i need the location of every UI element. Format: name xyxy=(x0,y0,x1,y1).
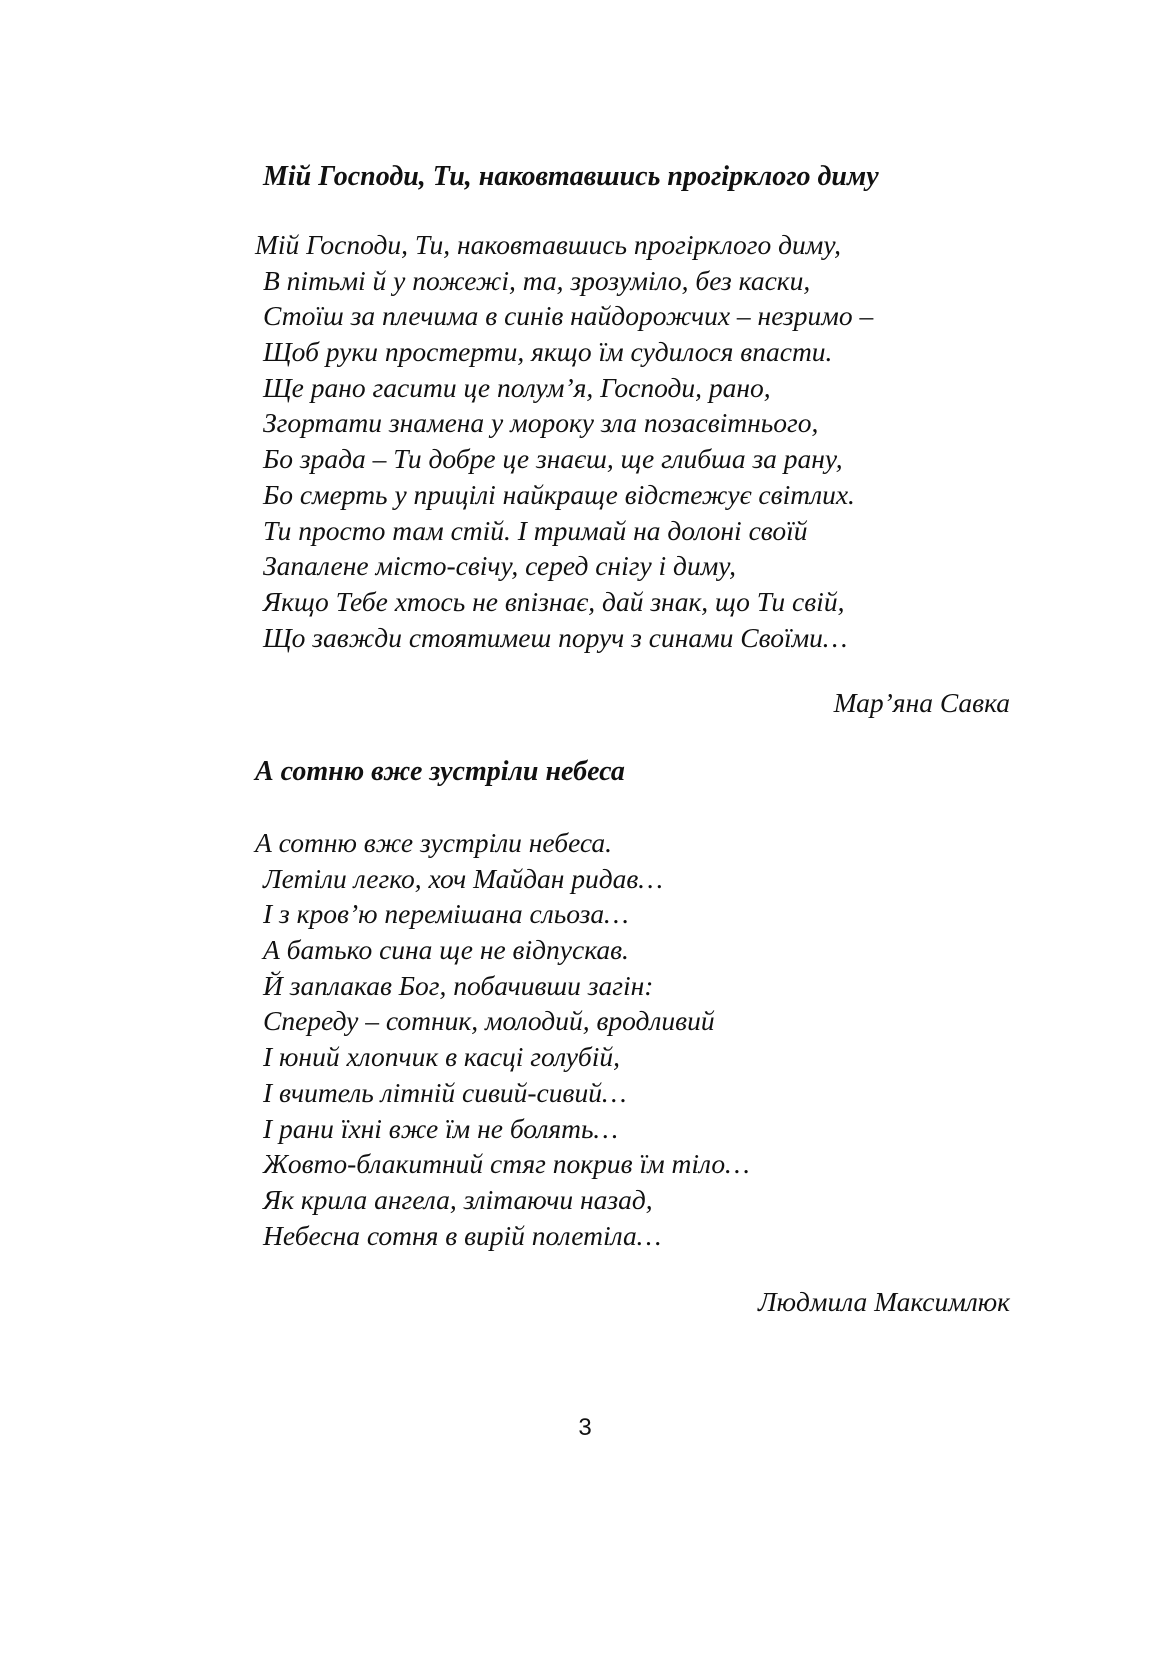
poem-line: Мій Господи, Ти, наковтавшись прогірклого диму, xyxy=(255,229,842,260)
poem-line: Ти просто там стій. І тримай на долоні своїй xyxy=(263,514,808,546)
poem-body xyxy=(255,227,873,655)
poem-title: А сотню вже зустріли небеса xyxy=(255,756,625,787)
poem-line: В пітьмі й у пожежі, та, зрозуміло, без каски, xyxy=(263,264,811,296)
poem-body xyxy=(255,825,750,1253)
poem-line: І з кров’ю перемішана сльоза… xyxy=(263,898,629,930)
poem-author: Людмила Максимлюк xyxy=(757,1286,1010,1317)
poem-line: А батько сина ще не відпускав. xyxy=(263,934,629,966)
poem-line: Й заплакав Бог, побачивши загін: xyxy=(263,969,654,1001)
poem-author: Мар’яна Савка xyxy=(833,687,1010,718)
poem-line: Запалене місто-свічу, серед снігу і диму, xyxy=(263,550,736,582)
poem-title: Мій Господи, Ти, наковтавшись прогірклого диму xyxy=(263,161,879,192)
poem-line: Жовто-блакитний стяг покрив їм тіло… xyxy=(263,1148,750,1180)
poem-line: І вчитель літній сивий-сивий… xyxy=(263,1076,627,1108)
poem-line: І юний хлопчик в касці голубій, xyxy=(263,1041,621,1073)
poem-line: Бо зрада – Ти добре це знаєш, ще глибша за рану, xyxy=(263,443,843,475)
poem-line: А сотню вже зустріли небеса. xyxy=(255,827,613,858)
poem-line: Як крила ангела, злітаючи назад, xyxy=(263,1183,653,1215)
poem-line: Небесна сотня в вирій полетіла… xyxy=(263,1219,662,1251)
poem-line: Що завжди стоятимеш поруч з синами Своїми… xyxy=(263,621,848,653)
poem-line: Бо смерть у прицілі найкраще відстежує світлих. xyxy=(263,478,855,510)
poem-line: І рани їхні вже їм не болять… xyxy=(263,1112,618,1144)
poem-line: Спереду – сотник, молодий, вродливий xyxy=(263,1005,715,1037)
poem-line: Ще рано гасити це полум’я, Господи, рано, xyxy=(263,371,771,403)
poem-line: Якщо Тебе хтось не впізнає, дай знак, що Ти свій, xyxy=(263,585,845,617)
poem-line: Щоб руки простерти, якщо їм судилося впасти. xyxy=(263,336,833,368)
poem-line: Стоїш за плечима в синів найдорожчих – незримо – xyxy=(263,300,874,332)
poem-line: Летіли легко, хоч Майдан ридав… xyxy=(263,862,663,894)
poem-line: Згортати знамена у мороку зла позасвітнього, xyxy=(263,407,819,439)
page-number: 3 xyxy=(578,1414,592,1441)
